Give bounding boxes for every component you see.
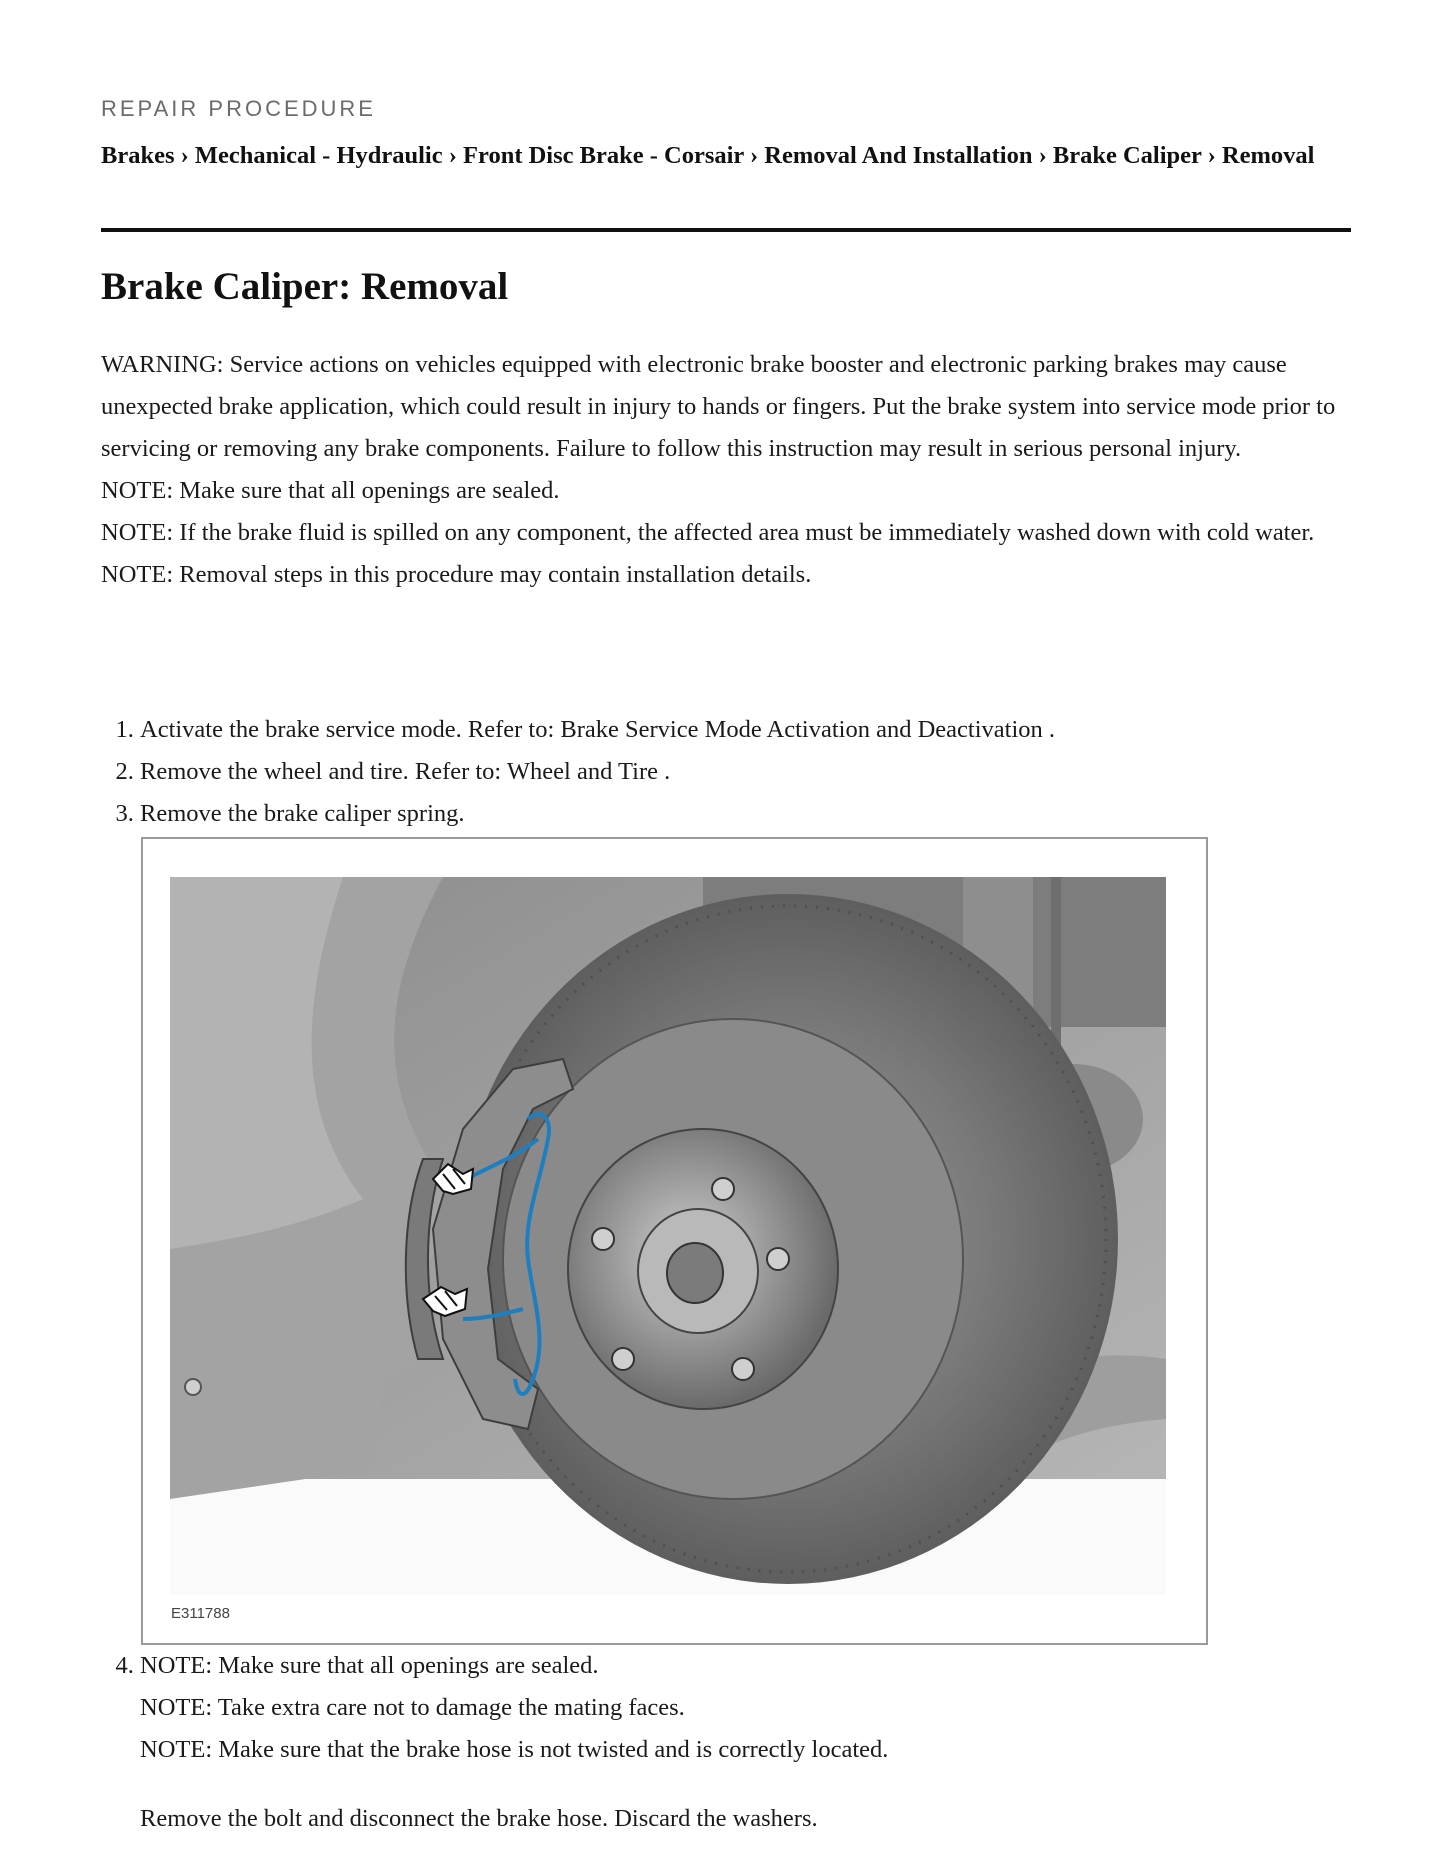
note-brake-fluid: NOTE: If the brake fluid is spilled on any component, the affected area must be immediately washed down with cold water. (101, 519, 1315, 546)
breadcrumb-separator: › (180, 142, 195, 169)
spacer (140, 1771, 1390, 1798)
breadcrumb-item-front-disc-brake[interactable]: Front Disc Brake - Corsair (463, 142, 744, 169)
breadcrumb-item-brake-caliper[interactable]: Brake Caliper (1052, 142, 1202, 169)
breadcrumb-separator: › (1207, 142, 1222, 169)
breadcrumb-item-removal: Removal (1221, 142, 1315, 169)
breadcrumb-item-removal-and-installation[interactable]: Removal And Installation (764, 142, 1033, 169)
intro-block (101, 344, 1351, 596)
breadcrumb-separator: › (448, 142, 464, 169)
step-2-text: Remove the wheel and tire. Refer to: Wheel and Tire . (140, 758, 671, 785)
step-4-note-mating-faces: NOTE: Take extra care not to damage the mating faces. (140, 1694, 685, 1721)
section-eyebrow: REPAIR PROCEDURE (101, 96, 376, 121)
step-3-text: Remove the brake caliper spring. (140, 800, 465, 827)
step-3 (140, 793, 1390, 1645)
breadcrumb-separator: › (1038, 142, 1053, 169)
step-4 (140, 1645, 1390, 1840)
header-divider (101, 228, 1351, 232)
page-title: Brake Caliper: Removal (101, 265, 509, 308)
brake-assembly-drawing (143, 839, 1206, 1643)
breadcrumb-separator: › (749, 142, 765, 169)
breadcrumb-item-brakes[interactable]: Brakes (101, 142, 175, 169)
figure-reference-code: E311788 (171, 1605, 230, 1622)
step-4-action: Remove the bolt and disconnect the brake hose. Discard the washers. (140, 1805, 818, 1832)
caliper-spring-illustration (141, 837, 1208, 1645)
step-4-note-brake-hose: NOTE: Make sure that the brake hose is not twisted and is correctly located. (140, 1736, 889, 1763)
step-1 (140, 709, 1390, 751)
step-1-text: Activate the brake service mode. Refer to: Brake Service Mode Activation and Deactivation . (140, 716, 1056, 743)
note-sealed: NOTE: Make sure that all openings are sealed. (101, 477, 560, 504)
warning-text: WARNING: Service actions on vehicles equipped with electronic brake booster and electronic parking brakes may cause unexpected brake application, which could result in injury to hands or fingers. Put the brake system into service mode prior to servicing or removing any brake components. Failure to follow this instruction may result in serious personal injury. (101, 351, 1336, 462)
step-4-note-sealed: 4. NOTE: Make sure that all openings are sealed. (140, 1652, 599, 1679)
procedure-steps (101, 709, 1390, 1840)
step-2 (140, 751, 1390, 793)
breadcrumb-item-mechanical-hydraulic[interactable]: Mechanical - Hydraulic (194, 142, 443, 169)
note-installation-details: NOTE: Removal steps in this procedure may contain installation details. (101, 561, 812, 588)
breadcrumb (101, 136, 1351, 175)
